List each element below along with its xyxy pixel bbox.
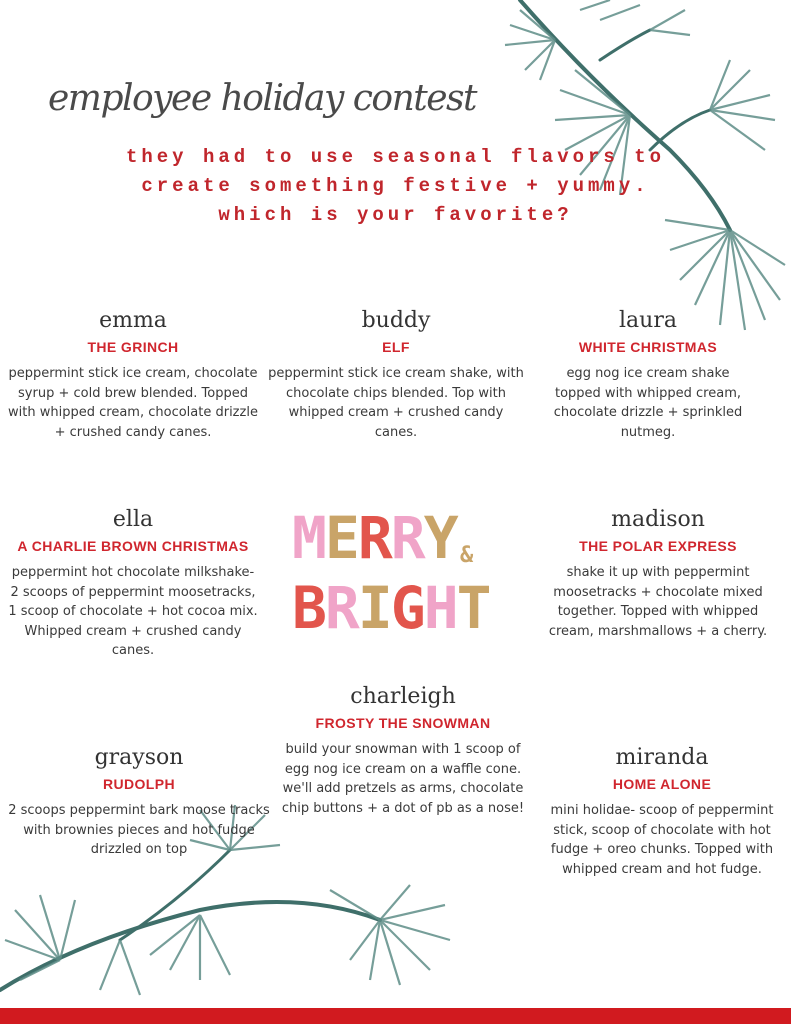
entry-drink: A CHARLIE BROWN CHRISTMAS xyxy=(17,538,249,554)
entry-description: 2 scoops peppermint bark moose tracks with brownies pieces and hot fudge drizzled on top xyxy=(8,803,270,857)
entry-name: charleigh xyxy=(350,684,456,709)
entry-name: buddy xyxy=(361,308,431,333)
entry-description: peppermint stick ice cream, chocolate syrup + cold brew blended. Topped with whipped cream, chocolate drizzle + crushed candy canes. xyxy=(8,366,258,440)
subtitle-line: which is your favorite? xyxy=(218,204,573,226)
entry-madison xyxy=(538,507,778,641)
entry-drink: ELF xyxy=(382,339,410,355)
entry-name: laura xyxy=(619,308,677,333)
subtitle-line: create something festive + yummy. xyxy=(141,175,650,197)
entry-drink: WHITE CHRISTMAS xyxy=(578,339,718,355)
entry-ella xyxy=(8,507,258,661)
page-title: employee holiday contest xyxy=(48,78,476,119)
entry-miranda xyxy=(544,745,780,879)
ampersand: & xyxy=(460,543,474,568)
entry-name: madison xyxy=(611,507,705,532)
entry-drink: HOME ALONE xyxy=(612,776,712,792)
entry-drink: THE GRINCH xyxy=(87,339,179,355)
entry-description: shake it up with peppermint moosetracks + chocolate mixed together. Topped with whipped cream, marshmallows + a cherry. xyxy=(548,565,768,639)
decorative-letter: R xyxy=(390,504,424,572)
decorative-letter: H xyxy=(423,574,457,635)
entry-description: egg nog ice cream shake topped with whipped cream, chocolate drizzle + sprinkled nutmeg. xyxy=(553,366,743,440)
entry-drink: FROSTY THE SNOWMAN xyxy=(315,715,491,731)
entry-charleigh xyxy=(272,684,534,818)
decorative-letter: R xyxy=(324,574,358,635)
bottom-red-bar xyxy=(0,1008,791,1024)
entry-name: ella xyxy=(112,507,154,532)
entry-buddy xyxy=(268,308,524,442)
decorative-letter: E xyxy=(324,504,358,572)
merry-and-bright-graphic xyxy=(290,500,505,635)
decorative-letter: G xyxy=(390,574,424,635)
entry-drink: RUDOLPH xyxy=(102,776,176,792)
decorative-letter: I xyxy=(357,574,391,635)
decorative-letter: R xyxy=(357,504,391,572)
decorative-letter: M xyxy=(292,504,325,572)
entry-name: grayson xyxy=(94,745,184,770)
entry-description: mini holidae- scoop of peppermint stick, scoop of chocolate with hot fudge + oreo chunks. Topped with whipped cream and hot fudge. xyxy=(550,803,774,877)
entry-laura xyxy=(548,308,748,442)
entry-name: miranda xyxy=(615,745,709,770)
decorative-letter: Y xyxy=(423,504,457,572)
entry-drink: THE POLAR EXPRESS xyxy=(579,538,737,554)
entry-description: build your snowman with 1 scoop of egg nog ice cream on a waffle cone. we'll add pretzels as arms, chocolate chip buttons + a dot of pb as a nose! xyxy=(281,742,525,816)
entry-description: peppermint stick ice cream shake, with chocolate chips blended. Top with whipped cream + crushed candy canes. xyxy=(268,366,524,440)
entry-grayson xyxy=(8,745,270,860)
entry-emma xyxy=(8,308,258,442)
decorative-letter: B xyxy=(292,574,325,635)
entry-name: emma xyxy=(99,308,167,333)
subtitle-line: they had to use seasonal flavors to xyxy=(125,146,666,168)
merry-letter xyxy=(292,504,459,572)
decorative-letter: T xyxy=(456,574,490,635)
entry-description: peppermint hot chocolate milkshake- 2 scoops of peppermint moosetracks, 1 scoop of chocolate + hot cocoa mix. Whipped cream + crushed candy canes. xyxy=(8,565,258,658)
bright-word xyxy=(292,574,490,635)
page-subtitle xyxy=(0,143,791,230)
